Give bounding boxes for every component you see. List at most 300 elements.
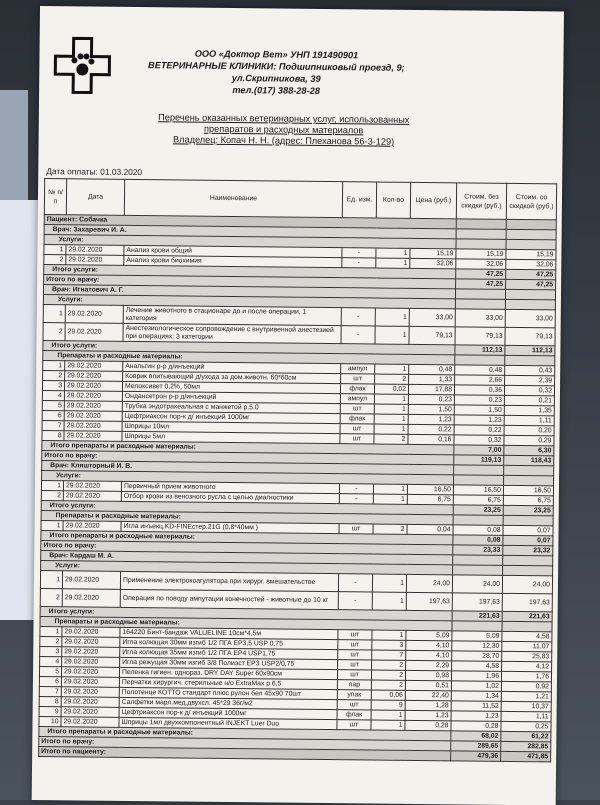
row-num: 2 bbox=[40, 589, 62, 607]
row-num: 9 bbox=[39, 707, 61, 717]
table-body bbox=[39, 215, 557, 762]
row-num: 1 bbox=[40, 571, 62, 589]
clinic-address-2: ул.Скрипникова, 39 bbox=[111, 71, 441, 86]
group-cost-discount bbox=[505, 289, 555, 300]
row-cost: 32,06 bbox=[456, 259, 506, 270]
row-price: 1,23 bbox=[405, 710, 451, 720]
group-cost bbox=[456, 219, 506, 230]
row-num: 7 bbox=[39, 687, 61, 697]
row-date: 29.02.2020 bbox=[62, 589, 120, 608]
row-cost-discount: 4,58 bbox=[502, 631, 552, 642]
group-cost bbox=[455, 289, 505, 300]
row-cost: 0,23 bbox=[454, 395, 504, 406]
group-cost: 23,25 bbox=[453, 505, 503, 516]
row-cost-discount: 79,13 bbox=[505, 327, 555, 346]
group-cost bbox=[452, 621, 502, 632]
group-cost: 68,02 bbox=[451, 731, 501, 742]
row-cost-discount: 24,00 bbox=[502, 575, 552, 594]
row-num: 2 bbox=[43, 371, 65, 381]
group-cost: 47,25 bbox=[456, 279, 506, 290]
row-price: 79,13 bbox=[409, 326, 455, 344]
row-name: Шприцы 1мл двухкомпонентный INJEKT Luer Duo bbox=[119, 717, 337, 729]
row-cost-discount: 0,29 bbox=[504, 435, 554, 446]
group-label: Услуги: bbox=[43, 295, 455, 309]
row-price: 0,28 bbox=[405, 720, 451, 730]
row-date: 29.02.2020 bbox=[64, 391, 122, 402]
row-price: 4,10 bbox=[406, 640, 452, 650]
group-cost-discount bbox=[506, 219, 556, 230]
row-num: 1 bbox=[43, 305, 65, 323]
group-label: Итого препараты и расходные материалы: bbox=[39, 727, 451, 741]
group-label: Итого препараты и расходные материалы: bbox=[42, 441, 454, 455]
row-cost-discount: 197,63 bbox=[502, 593, 552, 612]
row-cost: 0,28 bbox=[451, 721, 501, 732]
row-num: 3 bbox=[42, 381, 64, 391]
group-label: Услуги: bbox=[44, 235, 456, 249]
row-unit: - bbox=[338, 574, 372, 592]
row-num: 8 bbox=[39, 697, 61, 707]
group-label: Врач: Кляшторный И. В. bbox=[42, 461, 454, 475]
row-date: 29.02.2020 bbox=[62, 647, 120, 658]
group-cost-discount: 61,22 bbox=[501, 731, 551, 742]
row-unit: ампул bbox=[340, 394, 374, 404]
row-name: Пеленка гигиен. однораз. DRY DAY Super 60x90см bbox=[119, 667, 337, 679]
row-date: 29.02.2020 bbox=[62, 571, 120, 590]
row-qty: 1 bbox=[375, 308, 409, 326]
row-num: 1 bbox=[41, 481, 63, 491]
row-price: 0,23 bbox=[408, 394, 454, 404]
group-cost bbox=[453, 555, 503, 566]
group-cost-discount bbox=[505, 299, 555, 310]
row-num: 4 bbox=[42, 391, 64, 401]
row-cost-discount: 0,43 bbox=[505, 365, 555, 376]
row-name: Игла режущая 30мм изгиб 3/8 Полиэст EP3 USP2/0,75 bbox=[120, 657, 338, 669]
row-cost-discount: 15,19 bbox=[506, 249, 556, 260]
row-price: 32,06 bbox=[410, 258, 456, 268]
row-cost: 12,30 bbox=[452, 641, 502, 652]
row-unit: шт bbox=[337, 720, 371, 730]
row-cost-discount: 1,11 bbox=[501, 711, 551, 722]
row-price: 17,88 bbox=[408, 384, 454, 394]
clinic-addresses: ВЕТЕРИНАРНЫЕ КЛИНИКИ: Подшипниковый проезд, 9; bbox=[111, 59, 441, 74]
row-unit: шт bbox=[340, 424, 374, 434]
table-header-row bbox=[44, 179, 556, 220]
row-price: 0,16 bbox=[408, 434, 454, 444]
row-price: 1,23 bbox=[408, 414, 454, 424]
row-cost: 0,08 bbox=[453, 525, 503, 536]
row-name: Применение электрокоагулятора при хирург. вмешательстве bbox=[120, 571, 338, 591]
row-unit: - bbox=[338, 592, 372, 610]
row-name: Игла колющая 35мм изгиб 1/2 ПГА EP4 USP1,75 bbox=[120, 647, 338, 659]
row-unit: - bbox=[342, 248, 376, 258]
group-cost: 0,08 bbox=[453, 535, 503, 546]
row-qty: 1 bbox=[375, 326, 409, 344]
group-cost: 119,13 bbox=[454, 455, 504, 466]
row-unit: ампул bbox=[341, 364, 375, 374]
row-unit: флак bbox=[337, 710, 371, 720]
row-date: 29.02.2020 bbox=[62, 637, 120, 648]
group-label: Препараты и расходные материалы: bbox=[40, 617, 452, 631]
row-name: Операция по поводу ампутации конечностей - животные до 10 кг bbox=[120, 589, 338, 609]
group-cost bbox=[453, 565, 503, 576]
row-qty: 7 bbox=[372, 650, 406, 660]
row-date: 29.02.2020 bbox=[66, 245, 124, 256]
group-cost-discount: 6,30 bbox=[504, 445, 554, 456]
row-name: Анальгин р-р д/инъекций bbox=[123, 361, 341, 373]
row-num: 2 bbox=[41, 491, 63, 501]
group-cost: 479,36 bbox=[451, 751, 501, 762]
row-qty: 1 bbox=[375, 364, 409, 374]
group-cost: 221,63 bbox=[452, 611, 502, 622]
row-num: 5 bbox=[42, 401, 64, 411]
row-unit: - bbox=[339, 494, 373, 504]
row-price: 5,09 bbox=[406, 630, 452, 640]
group-cost bbox=[454, 465, 504, 476]
col-name: Наименование bbox=[124, 179, 342, 217]
group-cost bbox=[456, 239, 506, 250]
group-label: Итого по врачу: bbox=[39, 737, 451, 751]
row-name: Лечение животного в стационаре до и после операции, 1 категория bbox=[123, 305, 341, 325]
row-cost-discount: 1,11 bbox=[504, 415, 554, 426]
row-date: 29.02.2020 bbox=[61, 677, 119, 688]
row-cost-discount: 4,12 bbox=[502, 661, 552, 672]
title-line-2: препаратов и расходных материалов bbox=[109, 123, 459, 138]
group-label: Итого услуги: bbox=[44, 265, 456, 279]
background-object bbox=[0, 90, 28, 210]
row-price: 2,29 bbox=[406, 660, 452, 670]
group-cost bbox=[455, 355, 505, 366]
row-num: 1 bbox=[40, 627, 62, 637]
row-date: 29.02.2020 bbox=[63, 521, 121, 532]
group-label: Препараты и расходные материалы: bbox=[43, 351, 455, 365]
row-cost: 28,70 bbox=[452, 651, 502, 662]
row-unit: шт bbox=[338, 640, 372, 650]
row-date: 29.02.2020 bbox=[64, 381, 122, 392]
row-cost-discount: 0,20 bbox=[504, 425, 554, 436]
row-num: 8 bbox=[42, 431, 64, 441]
row-num: 5 bbox=[39, 667, 61, 677]
group-cost-discount: 0,07 bbox=[503, 535, 553, 546]
row-price: 24,00 bbox=[406, 574, 452, 592]
row-qty: 2 bbox=[373, 524, 407, 534]
col-qty: Кол-во bbox=[376, 182, 410, 218]
row-num: 1 bbox=[44, 245, 66, 255]
row-name: Игла колющая 30мм изгиб 1/2 ПГА EP3,5 USP 0,75 bbox=[120, 637, 338, 649]
row-num: 6 bbox=[42, 411, 64, 421]
row-unit: шт bbox=[338, 650, 372, 660]
group-cost bbox=[455, 299, 505, 310]
row-cost-discount: 16,50 bbox=[503, 485, 553, 496]
row-name: Анализ крови общий bbox=[124, 245, 342, 257]
group-cost-discount bbox=[504, 465, 554, 476]
row-cost: 2,66 bbox=[455, 375, 505, 386]
row-price: 15,19 bbox=[410, 248, 456, 258]
row-date: 29.02.2020 bbox=[65, 323, 123, 342]
row-price: 33,00 bbox=[409, 308, 455, 326]
row-date: 29.02.2020 bbox=[61, 687, 119, 698]
row-cost: 4,58 bbox=[452, 661, 502, 672]
row-price: 22,40 bbox=[405, 690, 451, 700]
row-cost: 0,48 bbox=[455, 365, 505, 376]
group-label: Итого по пациенту: bbox=[39, 747, 451, 761]
group-label: Итого препараты и расходные материалы: bbox=[41, 531, 453, 545]
row-num: 1 bbox=[43, 361, 65, 371]
row-price: 6,75 bbox=[407, 494, 453, 504]
row-name: Отбор крови из венозного русла с целью диагностики bbox=[121, 491, 339, 503]
row-date: 29.02.2020 bbox=[64, 421, 122, 432]
group-cost: 112,13 bbox=[455, 345, 505, 356]
row-qty: 1 bbox=[374, 394, 408, 404]
group-cost bbox=[454, 475, 504, 486]
row-cost: 0,22 bbox=[454, 425, 504, 436]
row-num: 6 bbox=[39, 677, 61, 687]
group-cost-discount bbox=[506, 239, 556, 250]
row-cost-discount: 10,37 bbox=[501, 701, 551, 712]
row-qty: 1 bbox=[374, 404, 408, 414]
row-unit: шт bbox=[341, 374, 375, 384]
row-cost: 6,75 bbox=[453, 495, 503, 506]
row-unit: шт bbox=[340, 404, 374, 414]
group-cost-discount bbox=[503, 555, 553, 566]
row-cost-discount: 25,83 bbox=[502, 651, 552, 662]
row-date: 29.02.2020 bbox=[64, 431, 122, 442]
row-name: Анестезиологическое сопровождение с внутривенной анестезией при операциях: 3 категории bbox=[123, 323, 341, 343]
row-date: 29.02.2020 bbox=[61, 717, 119, 728]
row-name: Салфетки марл.мед.двухсл. 45*29 36г/м2 bbox=[119, 697, 337, 709]
row-cost: 197,63 bbox=[452, 593, 502, 612]
row-num: 1 bbox=[41, 521, 63, 531]
row-qty: 1 bbox=[373, 484, 407, 494]
row-qty: 2 bbox=[374, 434, 408, 444]
row-num: 2 bbox=[40, 637, 62, 647]
row-qty: 1 bbox=[376, 248, 410, 258]
owner-line: Владелец: Копач Н. Н. (адрес: Плеханова 56-3-129) bbox=[109, 134, 459, 149]
row-qty: 9 bbox=[371, 700, 405, 710]
row-name: Цефтриаксон пор-к д/ инъекций 1000мг bbox=[122, 411, 340, 423]
payment-date: Дата оплаты: 01.03.2020 bbox=[46, 166, 142, 177]
row-cost-discount: 33,00 bbox=[505, 309, 555, 328]
row-qty: 1 bbox=[374, 414, 408, 424]
row-qty: 2 bbox=[371, 680, 405, 690]
row-price: 16,50 bbox=[407, 484, 453, 494]
row-cost: 24,00 bbox=[452, 575, 502, 594]
row-name: Ондансетрон р-р д/инъекций bbox=[122, 391, 340, 403]
row-cost-discount: 1,76 bbox=[501, 671, 551, 682]
row-num: 10 bbox=[39, 717, 61, 727]
row-date: 29.02.2020 bbox=[61, 697, 119, 708]
row-cost-discount: 32,06 bbox=[506, 259, 556, 270]
group-cost-discount: 47,25 bbox=[506, 269, 556, 280]
row-cost: 79,13 bbox=[455, 327, 505, 346]
group-cost-discount: 47,25 bbox=[506, 279, 556, 290]
row-cost-discount: 0,21 bbox=[504, 395, 554, 406]
row-cost: 1,23 bbox=[451, 711, 501, 722]
row-unit: шт bbox=[337, 700, 371, 710]
row-unit: шт bbox=[338, 660, 372, 670]
group-label: Итого услуги: bbox=[41, 501, 453, 515]
group-label: Врач: Кардаш М. А. bbox=[41, 551, 453, 565]
row-qty: 2 bbox=[371, 670, 405, 680]
group-cost-discount bbox=[503, 515, 553, 526]
group-cost-discount: 221,63 bbox=[502, 611, 552, 622]
row-date: 29.02.2020 bbox=[62, 657, 120, 668]
row-cost: 1,50 bbox=[454, 405, 504, 416]
row-cost: 5,09 bbox=[452, 631, 502, 642]
row-name: 164220 Бинт-бандаж VALUELINE 10см*4,5м bbox=[120, 627, 338, 639]
row-unit: пар bbox=[337, 680, 371, 690]
row-unit: шт bbox=[338, 630, 372, 640]
row-name: Мелоксивет 0,2%, 50мл bbox=[122, 381, 340, 393]
group-label: Итого по врачу: bbox=[44, 275, 456, 289]
group-cost-discount bbox=[505, 355, 555, 366]
row-date: 29.02.2020 bbox=[61, 667, 119, 678]
group-label: Итого услуги: bbox=[40, 607, 452, 621]
services-table bbox=[38, 178, 557, 762]
row-price: 0,22 bbox=[408, 424, 454, 434]
row-date: 29.02.2020 bbox=[66, 255, 124, 266]
row-cost: 33,00 bbox=[455, 309, 505, 328]
group-cost-discount: 471,85 bbox=[501, 751, 551, 762]
row-cost: 0,32 bbox=[454, 435, 504, 446]
col-price: Цена (руб.) bbox=[410, 182, 456, 218]
row-name: Перчатки хирургич. стерильные н/о ExtraMax р 6,5 bbox=[119, 677, 337, 689]
row-qty: 3 bbox=[372, 640, 406, 650]
row-price: 0,04 bbox=[407, 524, 453, 534]
group-cost: 47,25 bbox=[456, 269, 506, 280]
row-name: Анализ крови биохимия bbox=[124, 255, 342, 267]
row-unit: упак bbox=[337, 690, 371, 700]
group-label: Итого услуги: bbox=[43, 341, 455, 355]
row-date: 29.02.2020 bbox=[65, 305, 123, 324]
group-cost bbox=[456, 229, 506, 240]
row-cost-discount: 11,07 bbox=[502, 641, 552, 652]
group-label: Врач: Захаревич И. А. bbox=[44, 225, 456, 239]
row-name: Первичный прием животного bbox=[121, 481, 339, 493]
row-name: Шприцы 10мл bbox=[122, 421, 340, 433]
row-cost: 15,19 bbox=[456, 249, 506, 260]
row-date: 29.02.2020 bbox=[65, 371, 123, 382]
group-label: Итого по врачу: bbox=[42, 451, 454, 465]
row-cost: 16,50 bbox=[453, 485, 503, 496]
group-label: Услуги: bbox=[41, 561, 453, 575]
row-date: 29.02.2020 bbox=[65, 361, 123, 372]
row-price: 1,28 bbox=[405, 700, 451, 710]
row-cost-discount: 0,92 bbox=[501, 681, 551, 692]
row-num: 4 bbox=[40, 657, 62, 667]
group-label: Врач: Игнатович А. Г. bbox=[43, 285, 455, 299]
group-cost: 289,65 bbox=[451, 741, 501, 752]
group-label: Препараты и расходные материалы: bbox=[41, 511, 453, 525]
row-cost-discount: 0,07 bbox=[503, 525, 553, 536]
row-date: 29.02.2020 bbox=[63, 491, 121, 502]
row-cost: 11,52 bbox=[451, 701, 501, 712]
group-cost-discount bbox=[503, 565, 553, 576]
row-cost: 1,96 bbox=[451, 671, 501, 682]
row-name: Шприцы 5мл bbox=[122, 431, 340, 443]
row-name: Трубка эндотрахеальная с манжетой р.5.0 bbox=[122, 401, 340, 413]
row-date: 29.02.2020 bbox=[63, 481, 121, 492]
col-unit: Ед. изм. bbox=[342, 182, 376, 218]
row-qty: 1 bbox=[371, 720, 405, 730]
row-date: 29.02.2020 bbox=[61, 707, 119, 718]
row-qty: 2 bbox=[375, 374, 409, 384]
row-num: 2 bbox=[44, 255, 66, 265]
row-cost-discount: 0,25 bbox=[501, 721, 551, 732]
group-label: Пациент: Собачка bbox=[44, 215, 456, 229]
group-cost-discount bbox=[504, 475, 554, 486]
row-date: 29.02.2020 bbox=[64, 401, 122, 412]
row-unit: шт bbox=[339, 524, 373, 534]
document-title bbox=[109, 112, 459, 149]
row-price: 1,33 bbox=[409, 374, 455, 384]
group-cost-discount: 282,85 bbox=[501, 741, 551, 752]
group-label: Итого по врачу: bbox=[41, 541, 453, 555]
row-unit: шт bbox=[337, 670, 371, 680]
row-cost: 1,02 bbox=[451, 681, 501, 692]
row-name: Коврик впитывающий д/ухода за дом.животн. 60*60см bbox=[123, 371, 341, 383]
row-cost-discount: 1,21 bbox=[501, 691, 551, 702]
group-cost-discount: 23,25 bbox=[503, 505, 553, 516]
group-cost-discount bbox=[502, 621, 552, 632]
clinic-logo-cross-icon bbox=[53, 36, 112, 95]
group-cost-discount: 23,32 bbox=[503, 545, 553, 556]
row-qty: 1 bbox=[371, 710, 405, 720]
row-cost: 0,36 bbox=[454, 385, 504, 396]
row-name: Игла инъекц.KD-FINEстер.21G (0,8*40мм ) bbox=[121, 521, 339, 533]
row-qty: 0,02 bbox=[374, 384, 408, 394]
row-qty: 1 bbox=[376, 258, 410, 268]
group-cost-discount bbox=[506, 229, 556, 240]
row-name: Полотенце КОТТО стандарт плюс рулон бел 45x90 70шт bbox=[119, 687, 337, 699]
group-cost bbox=[453, 515, 503, 526]
row-qty: 1 bbox=[374, 424, 408, 434]
col-cost: Стоим. без скидки (руб.) bbox=[456, 183, 506, 220]
row-num: 2 bbox=[43, 323, 65, 341]
row-cost-discount: 0,32 bbox=[504, 385, 554, 396]
row-qty: 1 bbox=[372, 592, 406, 610]
row-qty: 1 bbox=[372, 574, 406, 592]
row-cost: 1,34 bbox=[451, 691, 501, 702]
group-cost-discount: 118,43 bbox=[504, 455, 554, 466]
row-qty: 2 bbox=[372, 660, 406, 670]
row-unit: шт bbox=[340, 434, 374, 444]
row-price: 4,10 bbox=[406, 650, 452, 660]
clinic-phone: тел.(017) 388-28-28 bbox=[111, 83, 441, 98]
row-qty: 0,06 bbox=[371, 690, 405, 700]
group-label: Услуги: bbox=[42, 471, 454, 485]
row-price: 0,48 bbox=[409, 364, 455, 374]
col-num: № п/п bbox=[44, 179, 66, 215]
title-line-1: Перечень оказанных ветеринарных услуг, использованных bbox=[109, 112, 459, 127]
row-qty: 1 bbox=[372, 630, 406, 640]
row-qty: 1 bbox=[373, 494, 407, 504]
row-unit: - bbox=[342, 258, 376, 268]
row-date: 29.02.2020 bbox=[62, 627, 120, 638]
row-price: 0,51 bbox=[405, 680, 451, 690]
clinic-org: ООО «Доктор Вет» УНП 191490901 bbox=[111, 47, 441, 62]
row-num: 3 bbox=[40, 647, 62, 657]
col-cost-discount: Стоим. со скидкой (руб.) bbox=[506, 183, 556, 220]
row-cost-discount: 6,75 bbox=[503, 495, 553, 506]
row-unit: флак bbox=[340, 384, 374, 394]
group-cost: 23,33 bbox=[453, 545, 503, 556]
row-cost-discount: 2,39 bbox=[505, 375, 555, 386]
group-cost: 7,00 bbox=[454, 445, 504, 456]
row-cost: 1,23 bbox=[454, 415, 504, 426]
col-date: Дата bbox=[66, 179, 124, 216]
row-name: Цефтриаксон пор-к д/ инъекций 1000мг bbox=[119, 707, 337, 719]
group-cost-discount: 112,13 bbox=[505, 345, 555, 356]
